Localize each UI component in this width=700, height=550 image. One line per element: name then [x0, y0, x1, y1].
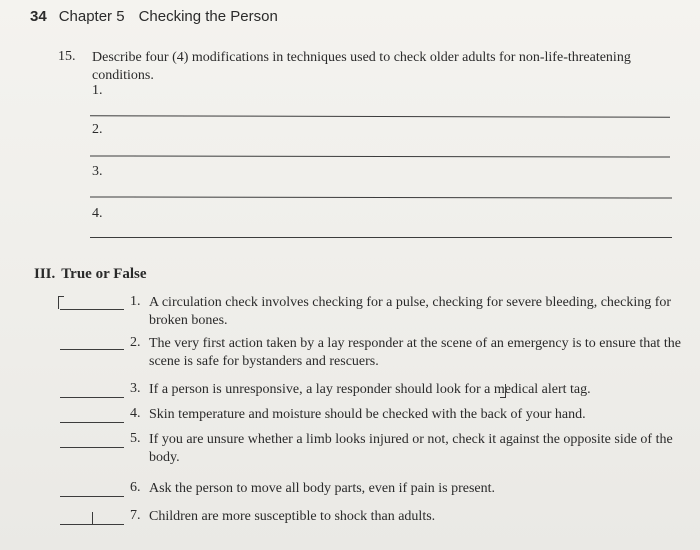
answer-number-2: 2.: [92, 122, 103, 137]
answer-number-3: 3.: [92, 164, 103, 179]
chapter-label: Chapter 5: [58, 8, 125, 25]
answer-line-4[interactable]: [90, 237, 672, 238]
answer-blank-2[interactable]: [60, 349, 124, 350]
tf-item-3-text: If a person is unresponsive, a lay responder should look for a medical alert tag.: [149, 382, 591, 397]
bracket-mark: [58, 296, 64, 309]
tf-item-6-text: Ask the person to move all body parts, even if pain is present.: [149, 481, 496, 496]
answer-line-2[interactable]: [90, 155, 670, 157]
bracket-mark: [500, 384, 506, 398]
question-15-text: Describe four (4) modifications in techniques used to check older adults for non-life-threatening conditions.: [92, 50, 631, 83]
tf-item-1-text: A circulation check involves checking for a pulse, checking for severe bleeding, checking for broken bones.: [149, 295, 672, 328]
answer-number-4: 4.: [92, 206, 103, 221]
tf-item-7-text: Children are more susceptible to shock than adults.: [149, 509, 436, 524]
question-15-number: 15.: [58, 49, 76, 64]
tf-item-2-text: The very first action taken by a lay responder at the scene of an emergency is to ensure that the scene is safe for bystanders and rescuers.: [149, 336, 681, 369]
chapter-title: Checking the Person: [138, 8, 278, 25]
answer-blank-7[interactable]: [60, 524, 124, 525]
pencil-mark: [92, 512, 93, 524]
answer-number-1: 1.: [92, 83, 103, 98]
page-header: [30, 8, 278, 25]
section-number: III.: [34, 266, 56, 282]
tf-item-6-number: 6.: [130, 480, 141, 495]
answer-blank-1[interactable]: [60, 309, 124, 310]
tf-item-2-number: 2.: [130, 335, 141, 350]
tf-item-5-number: 5.: [130, 431, 141, 446]
tf-item-4-number: 4.: [130, 406, 141, 421]
page-number: 34: [30, 8, 47, 25]
answer-blank-4[interactable]: [60, 422, 124, 423]
section-heading: [34, 266, 147, 283]
answer-blank-3[interactable]: [60, 397, 124, 398]
tf-item-4-text: Skin temperature and moisture should be checked with the back of your hand.: [149, 407, 586, 422]
answer-blank-5[interactable]: [60, 447, 124, 448]
tf-item-7-number: 7.: [130, 508, 141, 523]
tf-item-3-number: 3.: [130, 381, 141, 396]
tf-item-5-text: If you are unsure whether a limb looks injured or not, check it against the opposite side of the body.: [149, 432, 673, 465]
tf-item-1-number: 1.: [130, 294, 141, 309]
answer-line-3[interactable]: [90, 196, 672, 198]
answer-line-1[interactable]: [90, 115, 670, 118]
section-title: True or False: [61, 266, 147, 282]
answer-blank-6[interactable]: [60, 496, 124, 497]
